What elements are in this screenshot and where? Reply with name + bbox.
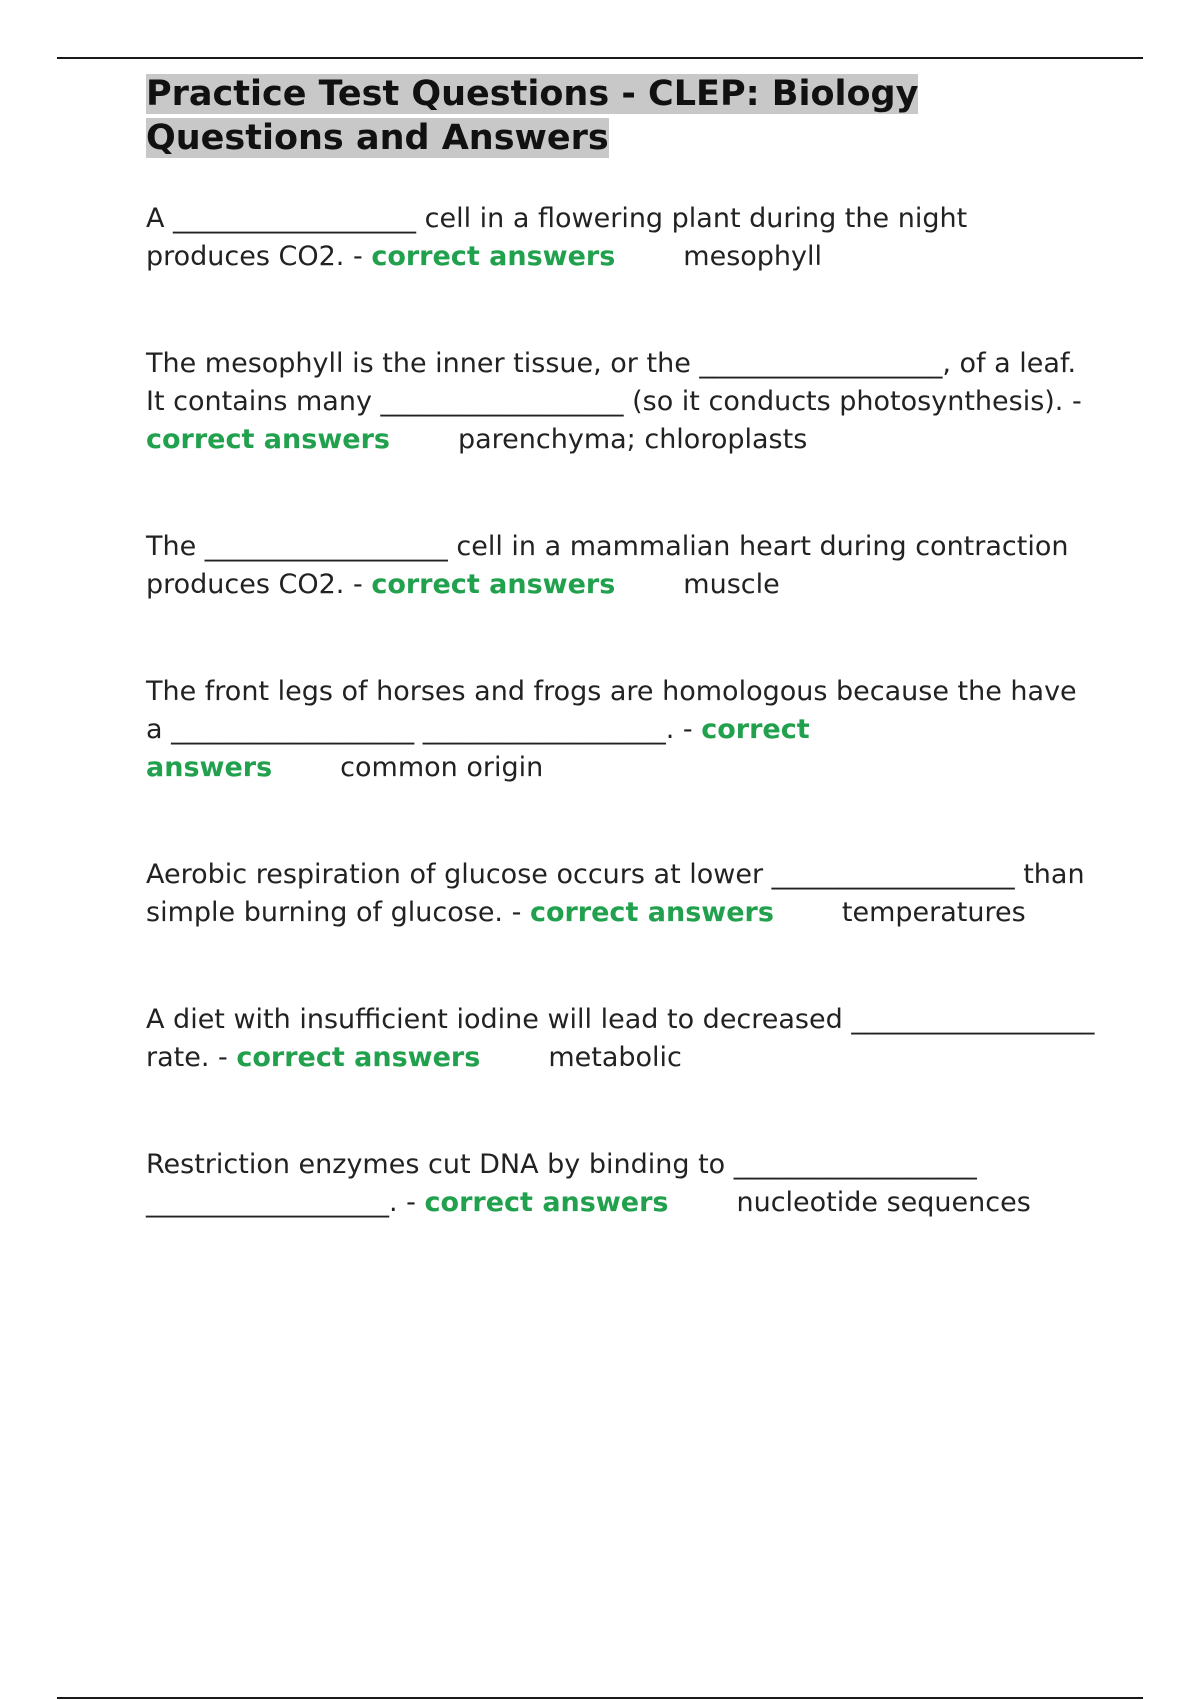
qa-item-6: [146, 1001, 1096, 1077]
qa-item-4: [146, 673, 1096, 787]
correct-answers-label: correct answers: [371, 241, 616, 272]
answer-text: metabolic: [548, 1042, 682, 1073]
question-text: A __________________ cell in a flowering plant during the night produces CO2.: [146, 203, 968, 272]
question-text: Aerobic respiration of glucose occurs at lower __________________ than simple burning of glucose.: [146, 859, 1085, 928]
separator: -: [397, 1187, 425, 1218]
question-text: The __________________ cell in a mammalian heart during contraction produces CO2.: [146, 531, 1069, 600]
answer-text: parenchyma; chloroplasts: [457, 424, 808, 455]
question-text: A diet with insufficient iodine will lead to decreased __________________ rate.: [146, 1004, 1095, 1073]
correct-answers-label: correct answers: [371, 569, 616, 600]
separator: -: [674, 714, 702, 745]
correct-answers-label: correct answers: [146, 424, 390, 455]
answer-text: temperatures: [841, 897, 1026, 928]
correct-answers-label: correct answers: [529, 897, 774, 928]
correct-answers-label: correct answers: [424, 1187, 669, 1218]
separator: -: [209, 1042, 237, 1073]
correct-answers-label: correct answers: [236, 1042, 481, 1073]
qa-item-7: [146, 1146, 1096, 1222]
answer-text: common origin: [340, 752, 544, 783]
answer-text: muscle: [683, 569, 780, 600]
qa-item-2: [146, 345, 1096, 459]
question-text: Restriction enzymes cut DNA by binding to __________________ __________________.: [146, 1149, 977, 1218]
answer-text: mesophyll: [683, 241, 823, 272]
separator: -: [344, 241, 372, 272]
separator: -: [503, 897, 530, 928]
document-title: Practice Test Questions - CLEP: Biology Questions and Answers: [146, 74, 919, 158]
separator: -: [344, 569, 372, 600]
correct-answers-label: correct answers: [146, 714, 810, 783]
document-body: [146, 72, 1096, 1222]
qa-item-3: [146, 528, 1096, 604]
question-text: The mesophyll is the inner tissue, or the __________________, of a leaf. It contains many __________________ (so it conducts photosynthesis).: [146, 348, 1077, 417]
question-text: The front legs of horses and frogs are homologous because the have a __________________ __________________.: [146, 676, 1077, 745]
answer-text: nucleotide sequences: [736, 1187, 1031, 1218]
qa-item-1: [146, 200, 1096, 276]
separator: -: [1063, 386, 1082, 417]
bottom-rule: [57, 1697, 1143, 1699]
top-rule: [57, 57, 1143, 59]
qa-item-5: [146, 856, 1096, 932]
